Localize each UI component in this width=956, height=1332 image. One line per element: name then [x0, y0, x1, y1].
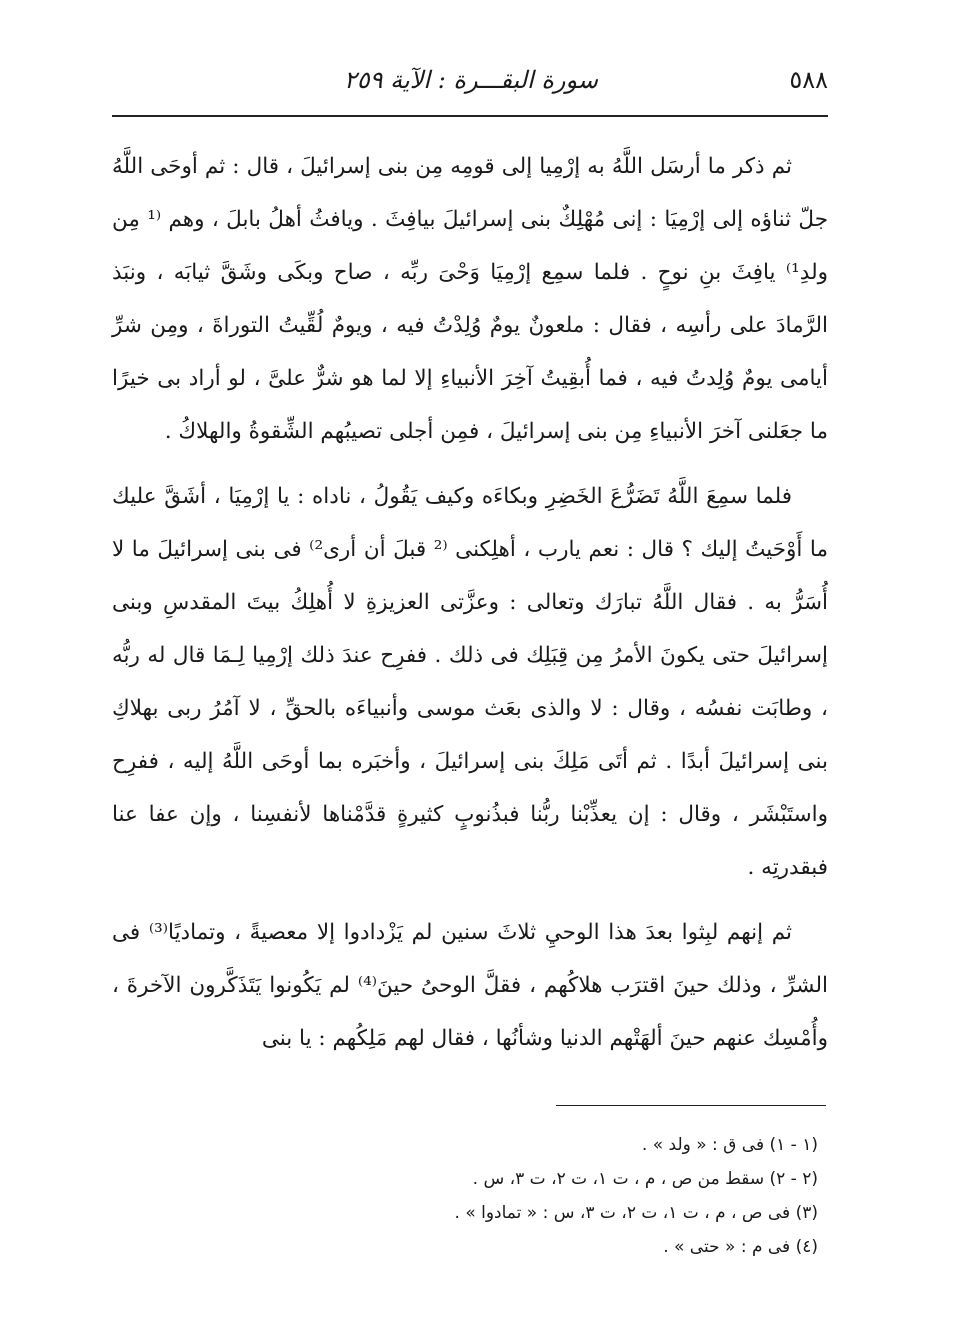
page-number: ٥٨٨	[789, 66, 828, 94]
footnote: (٤) فى م : « حتى » .	[663, 1237, 818, 1257]
footnote: (٢ - ٢) سقط من ص ، م ، ت ١، ت ٢، ت ٣، س .	[472, 1169, 818, 1189]
running-title: سورة البقـــرة : الآية ٢٥٩	[343, 66, 598, 94]
paragraph: ثم إنهم لبِثوا بعدَ هذا الوحيِ ثلاثَ سنين لم يَزْدادوا إلا معصيةً ، وتماديًا⁽³⁾ فى الشرِّ ، وذلك حينَ اقترَب هلاكُهم ، فقلَّ الوحىُ حينَ⁽⁴⁾ لم يَكُونوا يَتَذَكَّرون الآخرةَ ، وأُمْسِك عنهم حينَ ألهَتْهم الدنيا وشأنُها ، فقال لهم مَلِكُهم : يا بنى	[112, 920, 828, 1051]
paragraph: ثم ذكر ما أرسَل اللَّهُ به إرْمِيا إلى قومِه مِن بنى إسرائيلَ ، قال : ثم أوحَى اللَّهُ جلّ ثناؤه إلى إرْمِيَا : إنى مُهْلِكٌ بنى إسرائيلَ بيافِثَ . ويافثُ أهلُ بابلَ ، وهم ⁽¹ مِن ولدِ¹⁾ يافِثَ بنِ نوحٍ . فلما سمِع إرْمِيَا وَحْىَ ربِّه ، صاح وبكَى وشَقَّ ثيابَه ، ونبَذ الرَّمادَ على رأسِه ، فقال : ملعونٌ يومٌ وُلِدْتُ فيه ، ويومٌ لُقِّيتُ التوراةَ ، ومِن شرِّ أيامى يومٌ وُلِدتُ فيه ، فما أُبقِيتُ آخِرَ الأنبياءِ إلا لما هو شرٌّ علىَّ ، لو أراد بى خيرًا ما جعَلنى آخرَ الأنبياءِ مِن بنى إسرائيلَ ، فمِن أجلى تصيبُهم الشِّقوةُ والهلاكُ .	[112, 154, 828, 444]
page-header	[128, 60, 828, 100]
footnote: (١ - ١) فى ق : « ولد » .	[641, 1135, 818, 1155]
footnote-divider	[556, 1105, 826, 1106]
main-text	[112, 140, 828, 1077]
footnote: (٣) فى ص ، م ، ت ١، ت ٢، ت ٣، س : « تمادوا » .	[454, 1203, 818, 1223]
header-divider	[112, 115, 828, 117]
paragraph: فلما سمِعَ اللَّهُ تَضَرُّعَ الخَضِرِ وبكاءَه وكيف يَقُولُ ، ناداه : يا إرْمِيَا ، أشَقَّ عليك ما أَوْحَيتُ إليك ؟ قال : نعم يارب ، أهلِكنى ⁽² قبلَ أن أرى²⁾ فى بنى إسرائيلَ ما لا أُسَرُّ به . فقال اللَّهُ تبارَك وتعالى : وعزَّتى العزيزةِ لا أُهلِكُ بيتَ المقدسِ وبنى إسرائيلَ حتى يكونَ الأمرُ مِن قِبَلِك فى ذلك . ففرِح عندَ ذلك إرْمِيا لِـمَا قال له ربُّه ، وطابَت نفسُه ، وقال : لا والذى بعَث موسى وأنبياءَه بالحقِّ ، لا آمُرُ ربى بهلاكِ بنى إسرائيلَ أبدًا . ثم أتَى مَلِكَ بنى إسرائيلَ ، وأخبَره بما أوحَى اللَّهُ إليه ، ففرِح واستَبْشَر ، وقال : إن يعذِّبْنا ربُّنا فبذُنوبٍ كثيرةٍ قدَّمْناها لأنفسِنا ، وإن عفا عنا فبقدرتِه .	[112, 484, 828, 880]
footnotes	[112, 1128, 828, 1264]
